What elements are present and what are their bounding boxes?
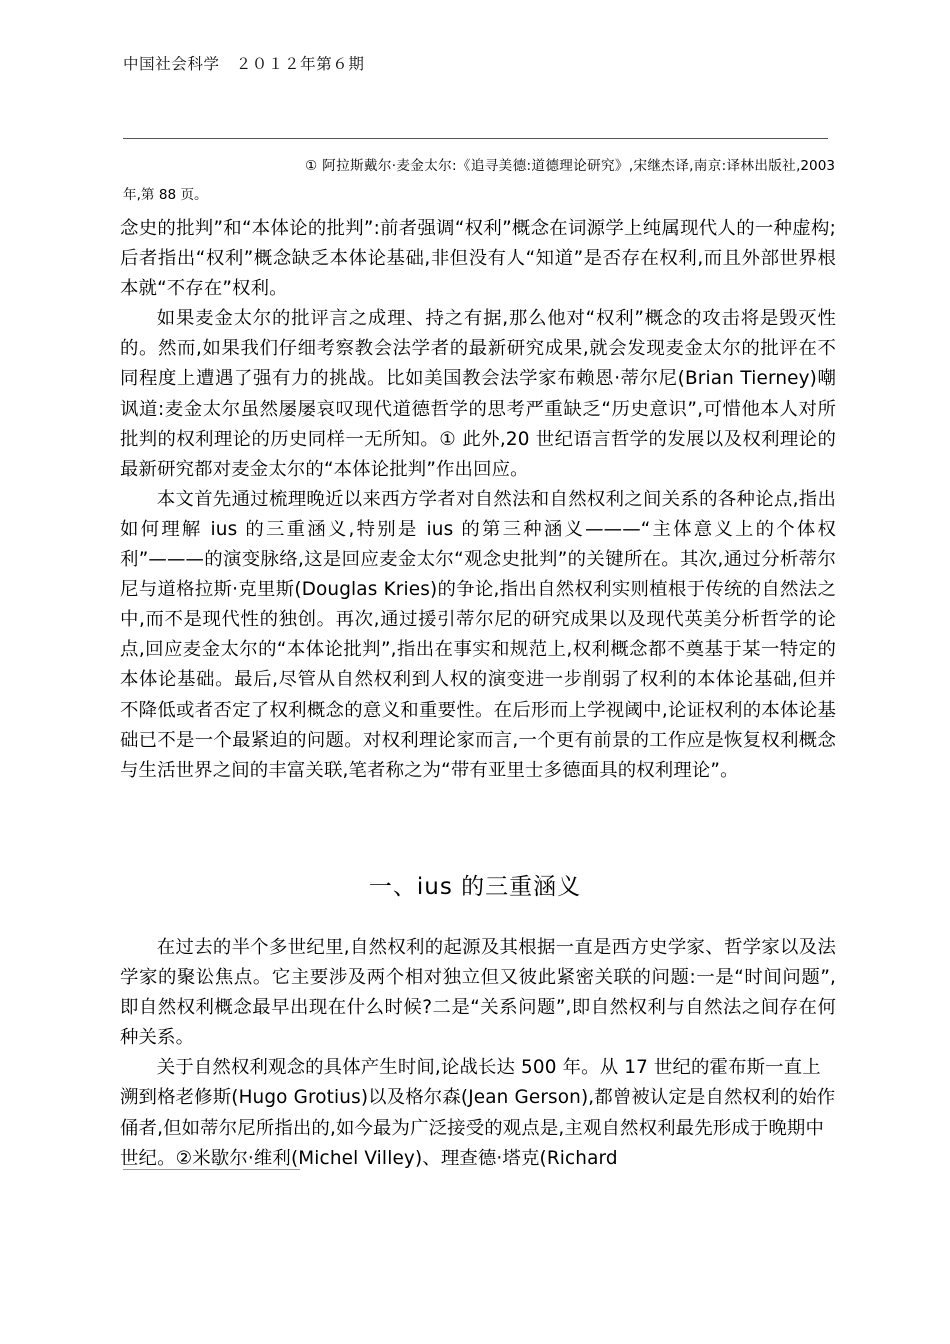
body-text-upper xyxy=(120,214,836,786)
paragraph: 在过去的半个多世纪里,自然权利的起源及其根据一直是西方史学家、哲学家以及法学家的聚讼焦点。它主要涉及两个相对独立但又彼此紧密关联的问题:一是“时间问题”,即自然权利概念最早出现在什么时候?二是“关系问题”,即自然权利与自然法之间存在何种关系。 xyxy=(120,937,836,1049)
running-head: 中国社会科学 ２０１２年第６期 xyxy=(123,55,365,73)
footnote-separator-bottom xyxy=(123,1169,300,1170)
section-heading: 一、ius 的三重涵义 xyxy=(368,874,582,900)
body-text-lower xyxy=(120,933,836,1174)
paragraph: 关于自然权利观念的具体产生时间,论战长达 500 年。从 17 世纪的霍布斯一直上溯到格老修斯(Hugo Grotius)以及格尔森(Jean Gerson),都曾被认定是自然权利的始作俑者,但如蒂尔尼所指出的,如今最为广泛接受的观点是,主观自然权利最先形成于晚期中世纪。②米歇尔·维利(Michel Villey)、理查德·塔克(Richard xyxy=(120,1057,836,1169)
paragraph-continued: 念史的批判”和“本体论的批判”:前者强调“权利”概念在词源学上纯属现代人的一种虚构;后者指出“权利”概念缺乏本体论基础,非但没有人“知道”是否存在权利,而且外部世界根本就“不存在”权利。 xyxy=(120,218,836,300)
footnote-entry: ① 阿拉斯戴尔·麦金太尔:《追寻美德:道德理论研究》,宋继杰译,南京:译林出版社,2003 年,第 88 页。 xyxy=(123,158,835,203)
paragraph: 本文首先通过梳理晚近以来西方学者对自然法和自然权利之间关系的各种论点,指出如何理解 ius 的三重涵义,特别是 ius 的第三种涵义———“主体意义上的个体权利”———的演变脉络,这是回应麦金太尔“观念史批判”的关键所在。其次,通过分析蒂尔尼与道格拉斯·克里斯(Douglas Kries)的争论,指出自然权利实则植根于传统的自然法之中,而不是现代性的独创。再次,通过援引蒂尔尼的研究成果以及现代英美分析哲学的论点,回应麦金太尔的“本体论批判”,指出在事实和规范上,权利概念都不奠基于某一特定的本体论基础。最后,尽管从自然权利到人权的演变进一步削弱了权利的本体论基础,但并不降低或者否定了权利概念的意义和重要性。在后形而上学视阈中,论证权利的本体论基础已不是一个最紧迫的问题。对权利理论家而言,一个更有前景的工作应是恢复权利概念与生活世界之间的丰富关联,笔者称之为“带有亚里士多德面具的权利理论”。 xyxy=(120,488,836,781)
footnote-separator-top xyxy=(123,138,828,139)
paragraph: 如果麦金太尔的批评言之成理、持之有据,那么他对“权利”概念的攻击将是毁灭性的。然而,如果我们仔细考察教会法学者的最新研究成果,就会发现麦金太尔的批评在不同程度上遭遇了强有力的挑战。比如美国教会法学家布赖恩·蒂尔尼(Brian Tierney)嘲讽道:麦金太尔虽然屡屡哀叹现代道德哲学的思考严重缺乏“历史意识”,可惜他本人对所批判的权利理论的历史同样一无所知。① 此外,20 世纪语言哲学的发展以及权利理论的最新研究都对麦金太尔的“本体论批判”作出回应。 xyxy=(120,308,836,480)
top-footnote-block xyxy=(123,152,835,210)
